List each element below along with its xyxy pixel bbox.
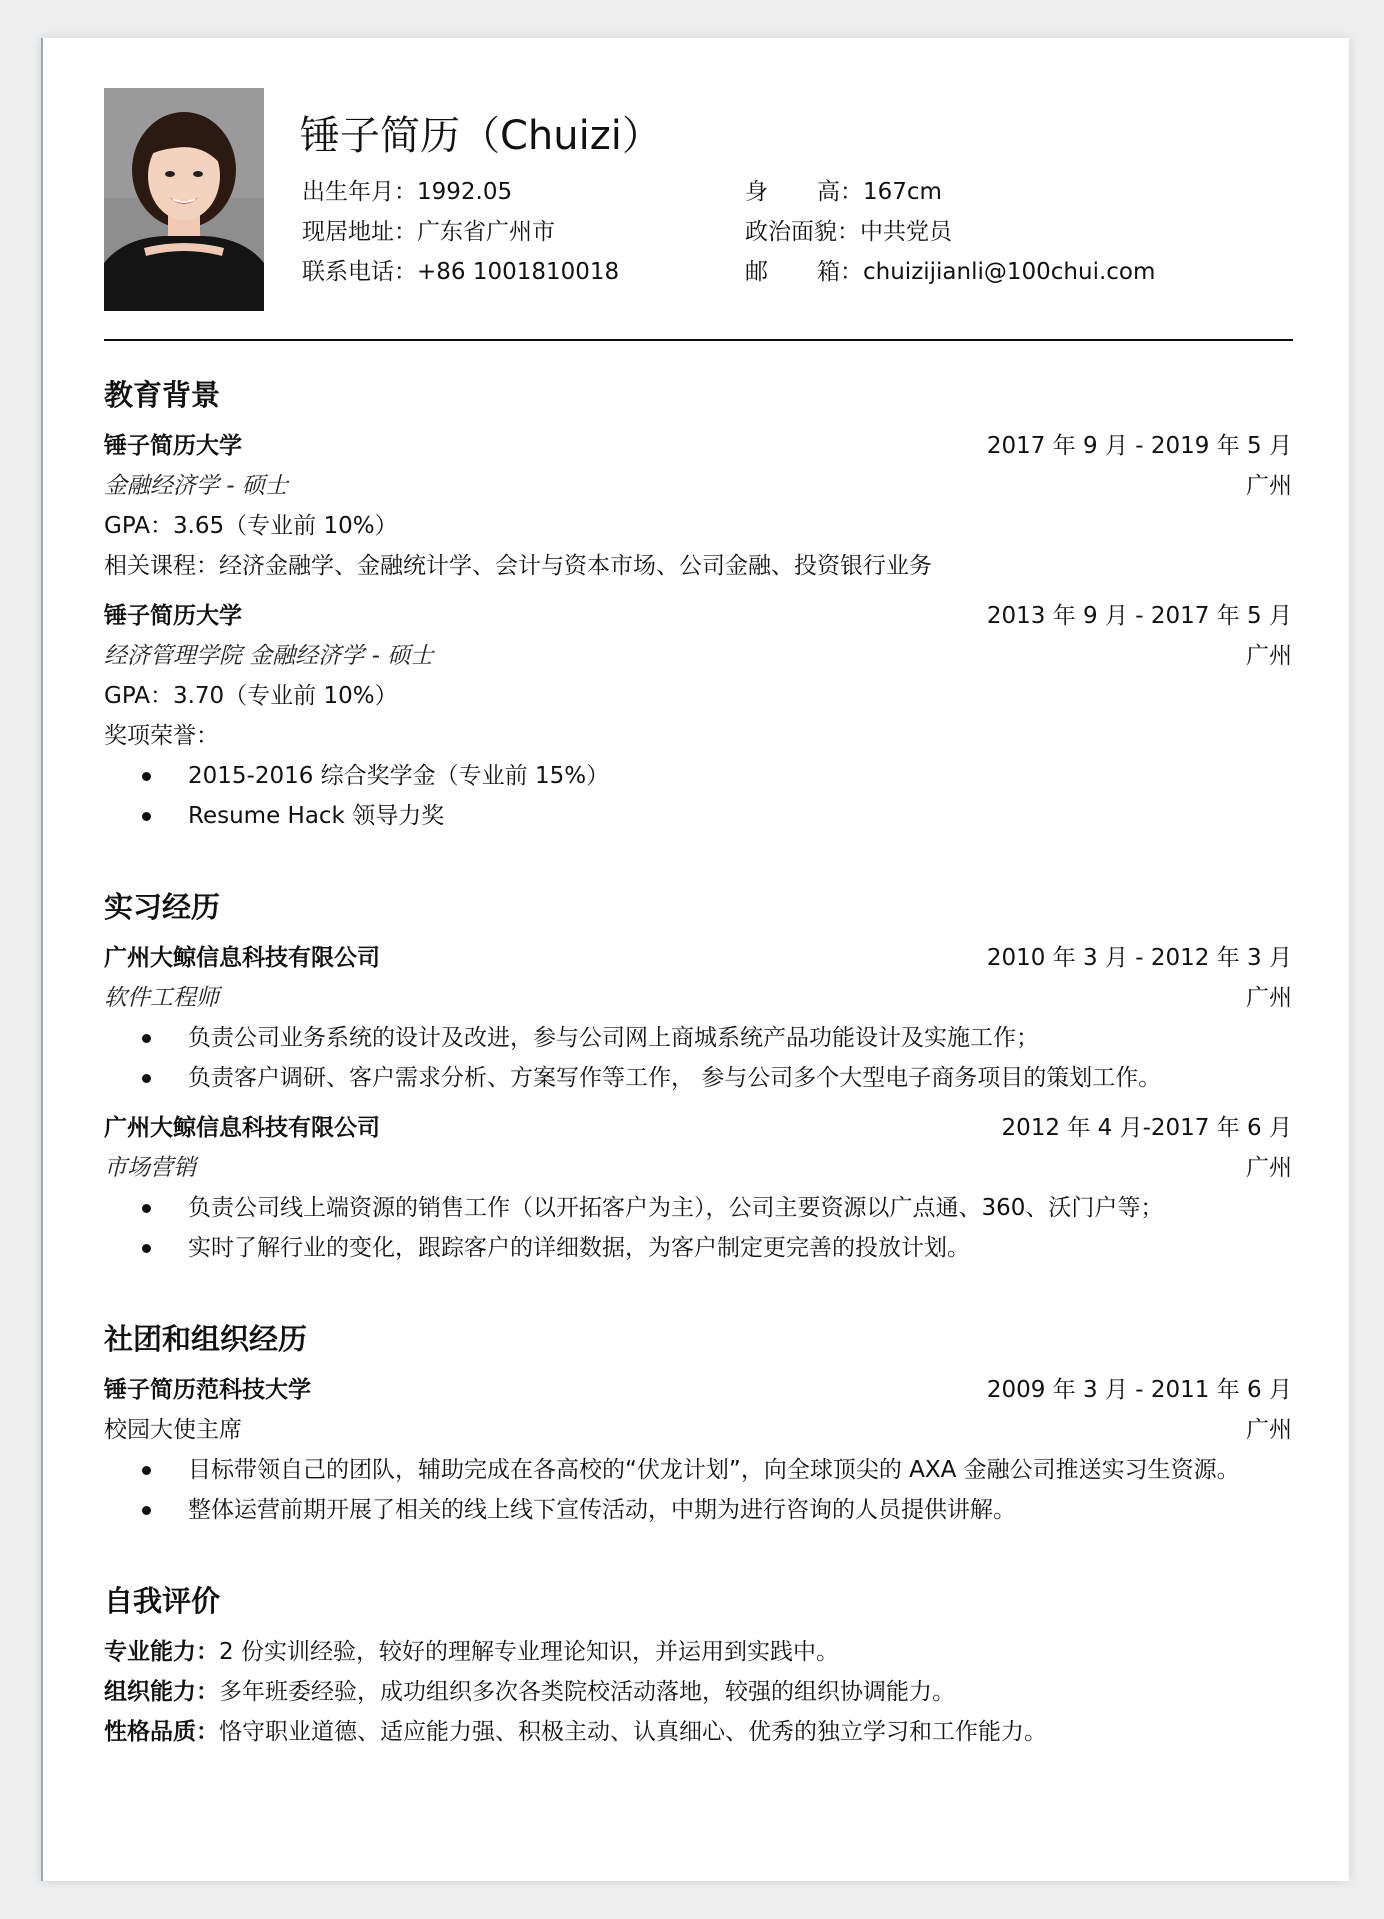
major: 经济管理学院 金融经济学 - 硕士: [104, 643, 434, 669]
club-entry: [104, 1370, 1292, 1530]
bullet-icon: [142, 1506, 151, 1515]
bullet-text: 负责公司线上端资源的销售工作（以开拓客户为主），公司主要资源以广点通、360、沃门户等；: [188, 1195, 1164, 1221]
self-eval-label: 性格品质：: [104, 1719, 219, 1745]
portrait-image: [104, 88, 264, 311]
info-label: 箱：: [817, 259, 863, 285]
profile-photo: [104, 88, 264, 311]
bullet-icon: [142, 1204, 151, 1213]
bullet-text: 目标带领自己的团队，辅助完成在各高校的“伏龙计划”，向全球顶尖的 AXA 金融公司推送实习生资源。: [188, 1457, 1240, 1483]
list-item: [104, 1228, 1292, 1268]
section-clubs: [104, 1318, 1292, 1530]
major: 金融经济学 - 硕士: [104, 473, 288, 499]
award-text: Resume Hack 领导力奖: [188, 803, 445, 829]
section-title: 教育背景: [104, 378, 221, 412]
bullet-icon: [142, 1466, 151, 1475]
info-value: 1992.05: [417, 179, 513, 205]
school-name: 锤子简历大学: [104, 603, 242, 629]
bullet-icon: [142, 772, 151, 781]
info-birth: [302, 172, 772, 212]
city: 广州: [1246, 1155, 1292, 1181]
section-title: 实习经历: [104, 890, 221, 924]
city: 广州: [1246, 985, 1292, 1011]
self-eval-text: 多年班委经验，成功组织多次各类院校活动落地，较强的组织协调能力。: [219, 1679, 955, 1705]
date-range: 2009 年 3 月 - 2011 年 6 月: [986, 1377, 1292, 1403]
info-label: 高：: [817, 179, 863, 205]
bullet-icon: [142, 1074, 151, 1083]
header-divider: [104, 339, 1293, 341]
section-title: 社团和组织经历: [104, 1322, 308, 1356]
list-item: [104, 1018, 1292, 1058]
internship-entry: [104, 938, 1292, 1098]
bullet-icon: [142, 1034, 151, 1043]
section-education: [104, 374, 1292, 836]
list-item: [104, 1450, 1292, 1490]
resume-name: 锤子简历（Chuizi）: [300, 113, 662, 159]
info-value: 中共党员: [860, 219, 952, 245]
company-name: 广州大鲸信息科技有限公司: [104, 945, 380, 971]
info-value: 广东省广州市: [417, 219, 555, 245]
awards-label: 奖项荣誉：: [104, 723, 219, 749]
info-label: 现居地址：: [302, 219, 417, 245]
info-value: chuizijianli@100chui.com: [863, 259, 1156, 285]
section-title: 自我评价: [104, 1584, 221, 1618]
self-eval-text: 恪守职业道德、适应能力强、积极主动、认真细心、优秀的独立学习和工作能力。: [219, 1719, 1047, 1745]
self-eval-label: 组织能力：: [104, 1679, 219, 1705]
self-eval-text: 2 份实训经验，较好的理解专业理论知识，并运用到实践中。: [219, 1639, 839, 1665]
date-range: 2017 年 9 月 - 2019 年 5 月: [986, 433, 1292, 459]
info-value: +86 1001810018: [417, 259, 620, 285]
section-internship: [104, 886, 1292, 1268]
date-range: 2010 年 3 月 - 2012 年 3 月: [986, 945, 1292, 971]
info-label: 政治面貌：: [745, 219, 860, 245]
org-name: 锤子简历范科技大学: [104, 1377, 311, 1403]
bullet-text: 实时了解行业的变化，跟踪客户的详细数据，为客户制定更完善的投放计划。: [188, 1235, 970, 1261]
info-value: 167cm: [863, 179, 942, 205]
city: 广州: [1246, 1417, 1292, 1443]
info-label: 邮: [745, 259, 768, 285]
city: 广州: [1246, 643, 1292, 669]
basic-info-left: [302, 172, 772, 292]
education-entry: [104, 426, 1292, 586]
info-label: 身: [745, 179, 768, 205]
self-eval-label: 专业能力：: [104, 1639, 219, 1665]
info-label: 联系电话：: [302, 259, 417, 285]
basic-info-right: [745, 172, 1295, 292]
gpa: GPA：3.65（专业前 10%）: [104, 513, 398, 539]
list-item: [104, 1188, 1292, 1228]
list-item: [104, 756, 1292, 796]
school-name: 锤子简历大学: [104, 433, 242, 459]
self-eval-item: [104, 1632, 1292, 1672]
role: 软件工程师: [104, 985, 219, 1011]
self-eval-item: [104, 1712, 1292, 1752]
bullet-icon: [142, 812, 151, 821]
company-name: 广州大鲸信息科技有限公司: [104, 1115, 380, 1141]
bullet-icon: [142, 1244, 151, 1253]
section-self-evaluation: [104, 1580, 1292, 1752]
role: 市场营销: [104, 1155, 196, 1181]
info-label: 出生年月：: [302, 179, 417, 205]
info-phone: [302, 252, 772, 292]
self-eval-item: [104, 1672, 1292, 1712]
gpa: GPA：3.70（专业前 10%）: [104, 683, 398, 709]
date-range: 2013 年 9 月 - 2017 年 5 月: [986, 603, 1292, 629]
info-address: [302, 212, 772, 252]
resume-page: [41, 38, 1349, 1881]
resume-content: [104, 374, 1292, 1752]
internship-entry: [104, 1108, 1292, 1268]
bullet-text: 负责客户调研、客户需求分析、方案写作等工作， 参与公司多个大型电子商务项目的策划工作。: [188, 1065, 1162, 1091]
list-item: [104, 1058, 1292, 1098]
education-entry: [104, 596, 1292, 836]
bullet-text: 负责公司业务系统的设计及改进，参与公司网上商城系统产品功能设计及实施工作；: [188, 1025, 1039, 1051]
courses: 相关课程：经济金融学、金融统计学、会计与资本市场、公司金融、投资银行业务: [104, 553, 932, 579]
info-height: [745, 172, 1295, 212]
role: 校园大使主席: [104, 1417, 242, 1443]
city: 广州: [1246, 473, 1292, 499]
info-political: [745, 212, 1295, 252]
award-text: 2015-2016 综合奖学金（专业前 15%）: [188, 763, 610, 789]
list-item: [104, 1490, 1292, 1530]
bullet-text: 整体运营前期开展了相关的线上线下宣传活动，中期为进行咨询的人员提供讲解。: [188, 1497, 1016, 1523]
info-email: [745, 252, 1295, 292]
date-range: 2012 年 4 月-2017 年 6 月: [1001, 1115, 1292, 1141]
list-item: [104, 796, 1292, 836]
